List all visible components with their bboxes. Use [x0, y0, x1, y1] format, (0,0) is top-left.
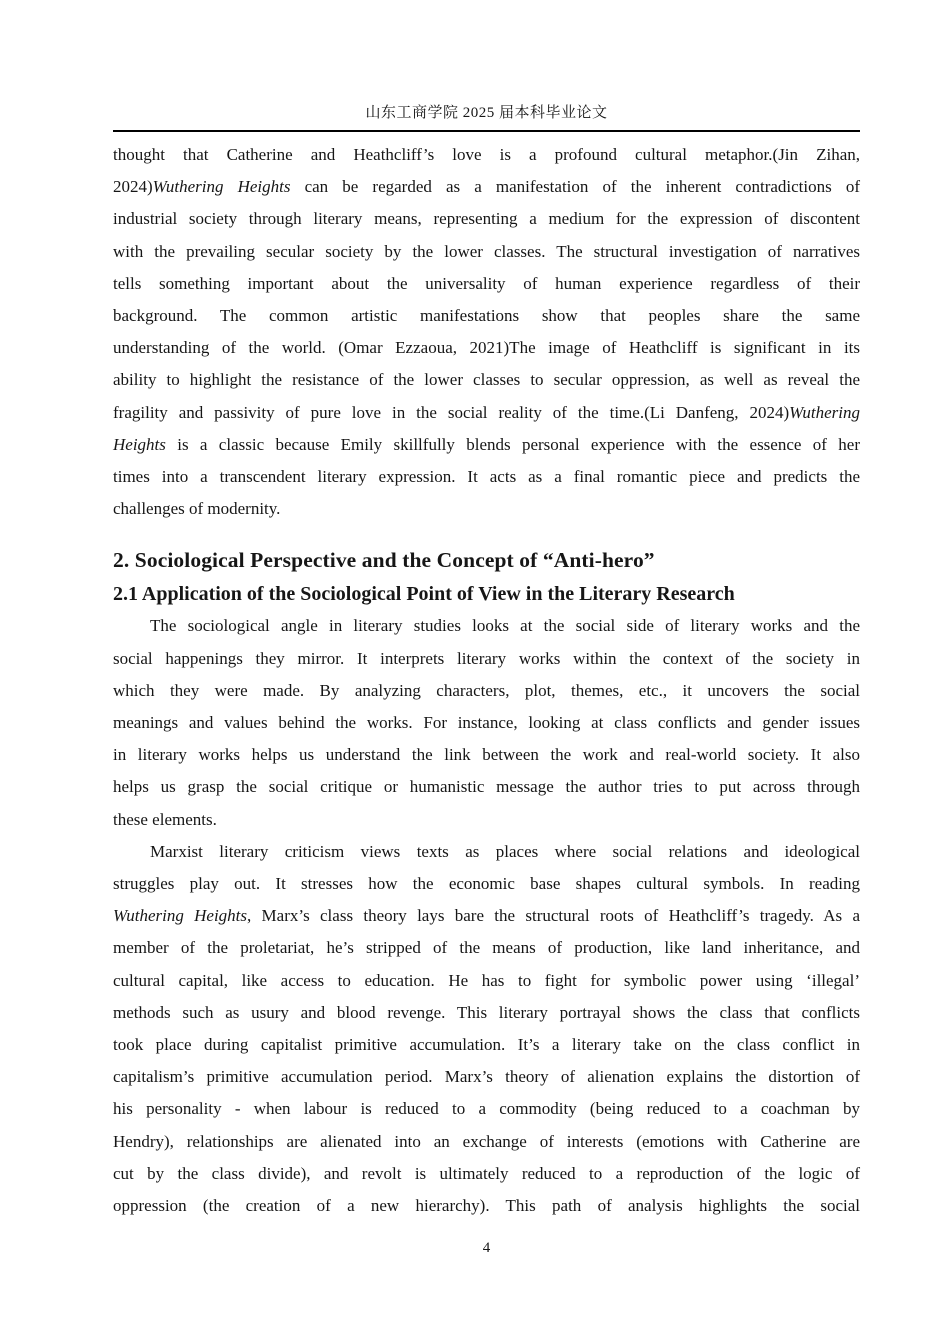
- text-line: [113, 1061, 860, 1093]
- text-line: [113, 739, 860, 771]
- italic-text-segment: Wuthering Heights: [113, 906, 248, 926]
- text-segment: methods such as usury and blood revenge. This literary portrayal shows the class that conflicts: [113, 1002, 860, 1022]
- text-segment: is a classic because Emily skillfully blends personal experience with the essence of her: [165, 434, 860, 454]
- italic-text-segment: Wuthering Heights: [152, 177, 291, 197]
- text-segment: understanding of the world. (Omar Ezzaoua, 2021)The image of Heathcliff is significant in its: [113, 338, 860, 358]
- text-segment: cultural capital, like access to education. He has to fight for symbolic power using ‘illegal’: [113, 970, 860, 990]
- text-line: [113, 461, 860, 493]
- text-segment: ability to highlight the resistance of the lower classes to secular oppression, as well as reveal the: [113, 370, 860, 390]
- text-line: [113, 1190, 860, 1222]
- text-line: [113, 429, 860, 461]
- text-line: [113, 171, 860, 203]
- text-segment: industrial society through literary means, representing a medium for the expression of discontent: [113, 209, 860, 229]
- text-segment: times into a transcendent literary expression. It acts as a final romantic piece and predicts the: [113, 467, 860, 487]
- text-line: [113, 332, 860, 364]
- section-heading-2: 2. Sociological Perspective and the Concept of “Anti-hero”: [113, 548, 655, 573]
- page-header-title: 山东工商学院 2025 届本科毕业论文: [365, 105, 608, 121]
- text-segment: in literary works helps us understand the link between the work and real-world society. It also: [113, 745, 860, 765]
- text-segment: oppression (the creation of a new hierarchy). This path of analysis highlights the social: [113, 1196, 860, 1216]
- text-line: [113, 1093, 860, 1125]
- paragraph-sociological-angle: [113, 610, 860, 835]
- text-line: [113, 707, 860, 739]
- text-line: [113, 268, 860, 300]
- text-line: [113, 900, 860, 932]
- paragraph-marxist-criticism: [113, 836, 860, 1222]
- text-segment: social happenings they mirror. It interprets literary works within the context of the society in: [113, 648, 860, 668]
- text-segment: Hendry), relationships are alienated into an exchange of interests (emotions with Catherine are: [113, 1131, 860, 1151]
- text-line: [113, 997, 860, 1029]
- text-segment: cut by the class divide), and revolt is ultimately reduced to a reproduction of the logic of: [113, 1163, 860, 1183]
- text-line: [113, 932, 860, 964]
- text-segment: tells something important about the universality of human experience regardless of their: [113, 273, 860, 293]
- text-line: [113, 1029, 860, 1061]
- text-segment: took place during capitalist primitive accumulation. It’s a literary take on the class conflict in: [113, 1035, 860, 1055]
- text-segment: member of the proletariat, he’s stripped of the means of production, like land inheritance, and: [113, 938, 860, 958]
- text-line: [113, 804, 860, 836]
- text-line: [113, 397, 860, 429]
- text-segment: can be regarded as a manifestation of the inherent contradictions of: [290, 177, 860, 197]
- text-segment: these elements.: [113, 809, 217, 829]
- text-line: [113, 610, 860, 642]
- document-content: [113, 139, 860, 1222]
- text-line: [113, 771, 860, 803]
- text-segment: Marxist literary criticism views texts as places where social relations and ideological: [150, 841, 860, 861]
- text-segment: thought that Catherine and Heathcliff’s love is a profound cultural metaphor.(Jin Zihan,: [113, 145, 860, 164]
- text-segment: 2024): [113, 177, 153, 197]
- text-line: [113, 965, 860, 997]
- italic-text-segment: Wuthering: [789, 402, 860, 422]
- text-segment: background. The common artistic manifestations show that peoples share the same: [113, 306, 860, 326]
- text-line: [113, 1158, 860, 1190]
- text-segment: helps us grasp the social critique or humanistic message the author tries to put across through: [113, 777, 860, 797]
- text-line: [113, 643, 860, 675]
- text-line: [113, 675, 860, 707]
- page-footer: [113, 1237, 860, 1259]
- page-header: [113, 102, 860, 132]
- text-segment: meanings and values behind the works. For instance, looking at class conflicts and gender issues: [113, 713, 860, 733]
- text-segment: fragility and passivity of pure love in the social reality of the time.(Li Danfeng, 2024): [113, 402, 790, 422]
- text-line: [113, 139, 860, 171]
- italic-text-segment: Heights: [113, 434, 166, 454]
- text-line: [113, 203, 860, 235]
- text-line: [113, 493, 860, 525]
- text-segment: challenges of modernity.: [113, 499, 281, 519]
- text-line: [113, 868, 860, 900]
- page-number: 4: [482, 1240, 491, 1256]
- text-segment: capitalism’s primitive accumulation period. Marx’s theory of alienation explains the distortion of: [113, 1067, 860, 1087]
- text-segment: The sociological angle in literary studies looks at the social side of literary works and the: [150, 616, 860, 636]
- text-line: [113, 1126, 860, 1158]
- subsection-heading-2-1: 2.1 Application of the Sociological Point of View in the Literary Research: [113, 583, 735, 606]
- text-segment: , Marx’s class theory lays bare the structural roots of Heathcliff’s tragedy. As a: [247, 906, 860, 926]
- paragraph-intro-continuation: [113, 139, 860, 525]
- text-line: [113, 364, 860, 396]
- text-segment: his personality - when labour is reduced to a commodity (being reduced to a coachman by: [113, 1099, 860, 1119]
- text-line: [113, 300, 860, 332]
- text-segment: which they were made. By analyzing characters, plot, themes, etc., it uncovers the social: [113, 680, 860, 700]
- text-segment: with the prevailing secular society by the lower classes. The structural investigation of narratives: [113, 241, 860, 261]
- text-segment: struggles play out. It stresses how the economic base shapes cultural symbols. In reading: [113, 874, 860, 894]
- text-line: [113, 236, 860, 268]
- text-line: [113, 836, 860, 868]
